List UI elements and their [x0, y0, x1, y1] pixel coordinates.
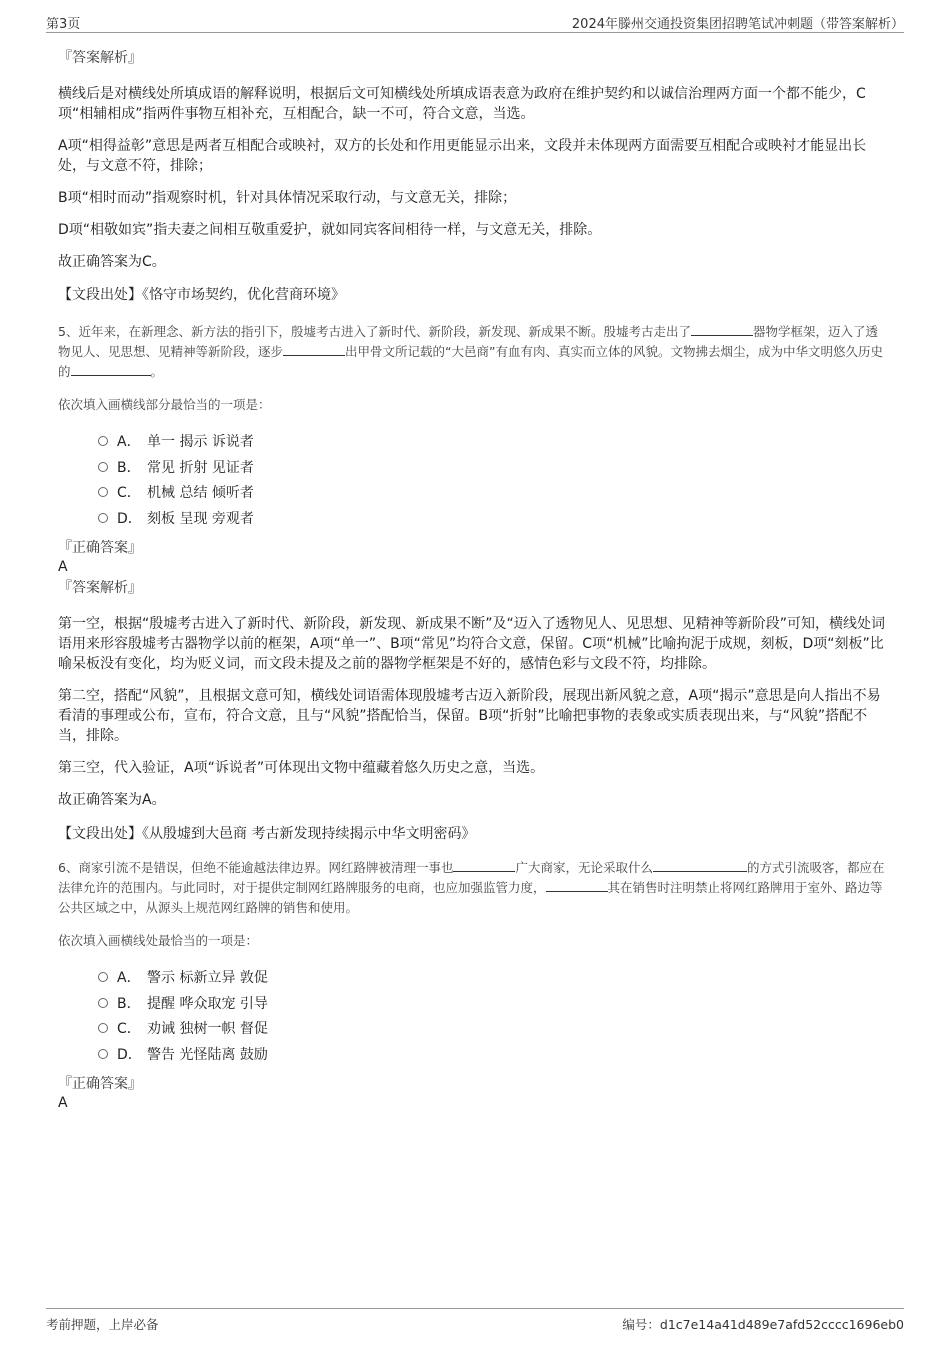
page-number: 第3页	[46, 17, 81, 32]
radio-button-icon[interactable]	[98, 513, 108, 523]
q6-instruction: 依次填入画横线处最恰当的一项是：	[58, 933, 259, 948]
radio-button-icon[interactable]	[98, 1023, 108, 1033]
q4-source: 【文段出处】《恪守市场契约，优化营商环境》	[58, 287, 345, 303]
page-header	[46, 12, 904, 33]
fill-blank	[71, 363, 151, 376]
radio-button-icon[interactable]	[98, 487, 108, 497]
q4-analysis-paragraph: B项“相时而动”指观察时机，针对具体情况采取行动，与文意无关，排除；	[58, 190, 517, 206]
document-title: 2024年滕州交通投资集团招聘笔试冲刺题（带答案解析）	[571, 17, 904, 32]
radio-button-icon[interactable]	[98, 1049, 108, 1059]
q4-analysis-paragraph: 横线后是对横线处所填成语的解释说明，根据后文可知横线处所填成语表意为政府在维护契约和以诚信治理两方面一个都不能少，C项“相辅相成”指两件事物互相补充，互相配合，缺一不可，符合文意，当选。	[58, 86, 866, 122]
fill-blank	[691, 323, 753, 336]
q5-analysis-label: 『答案解析』	[58, 580, 142, 596]
radio-button-icon[interactable]	[98, 462, 108, 472]
q5-analysis-paragraph: 第一空，根据“殷墟考古进入了新时代、新阶段，新发现、新成果不断”及“迈入了透物见人、见思想、见精神等新阶段”可知，横线处词语用来形容殷墟考古器物学以前的框架，A项“单一”、B项“常见”均符合文意，保留。C项“机械”比喻拘泥于成规，刻板，D项“刻板”比喻呆板没有变化，均为贬义词，而文段未提及之前的器物学框架是不好的，感情色彩与文段不符，均排除。	[58, 616, 886, 672]
q6-option-a[interactable]: A． 警示 标新立异 敦促	[98, 966, 890, 992]
q5-instruction: 依次填入画横线部分最恰当的一项是：	[58, 397, 271, 412]
q5-option-d[interactable]: D． 刻板 呈现 旁观者	[98, 507, 890, 533]
q6-option-d[interactable]: D． 警告 光怪陆离 鼓励	[98, 1043, 890, 1069]
page-footer	[46, 1308, 904, 1331]
q4-analysis-paragraph: D项“相敬如宾”指夫妻之间相互敬重爱护，就如同宾客间相待一样，与文意无关，排除。	[58, 222, 602, 238]
q5-analysis-paragraph: 第三空，代入验证，A项“诉说者”可体现出文物中蕴藏着悠久历史之意，当选。	[58, 760, 545, 776]
q5-options	[98, 430, 890, 532]
page-content	[58, 44, 890, 1112]
q5-option-a[interactable]: A． 单一 揭示 诉说者	[98, 430, 890, 456]
q6-stem: 6、商家引流不是错误，但绝不能逾越法律边界。网红路牌被清理一事也 广大商家，无论采取什么 的方式引流吸客，都应在法律允许的范围内。与此同时，对于提供定制网红路牌服务的电商，也应加强监管力度， 其在销售时注明禁止将网红路牌用于室外、路边等公共区域之中，从源头上规范网红路牌的销售和使用。	[58, 860, 885, 915]
q5-option-b[interactable]: B． 常见 折射 见证者	[98, 456, 890, 482]
q6-answer: A	[58, 1095, 68, 1111]
q5-answer-label: 『正确答案』	[58, 540, 142, 556]
q5-conclusion: 故正确答案为A。	[58, 792, 166, 808]
q5-stem: 5、近年来，在新理念、新方法的指引下，殷墟考古进入了新时代、新阶段，新发现、新成果不断。殷墟考古走出了 器物学框架，迈入了透物见人、见思想、见精神等新阶段，逐步 出甲骨文所记载的“大邑商”有血有肉、真实而立体的风貌。文物拂去烟尘，成为中华文明悠久历史的 。	[58, 324, 883, 379]
q5-option-c[interactable]: C． 机械 总结 倾听者	[98, 481, 890, 507]
radio-button-icon[interactable]	[98, 972, 108, 982]
q4-analysis-paragraph: A项“相得益彰”意思是两者互相配合或映衬，双方的长处和作用更能显示出来，文段并未体现两方面需要互相配合或映衬才能显出长处，与文意不符，排除；	[58, 138, 867, 174]
q6-answer-label: 『正确答案』	[58, 1076, 142, 1092]
q5-analysis-paragraph: 第二空，搭配“风貌”，且根据文意可知，横线处词语需体现殷墟考古迈入新阶段，展现出新风貌之意，A项“揭示”意思是向人指出不易看清的事理或公布，宣布，符合文意，且与“风貌”搭配恰当，保留。B项“折射”比喻把事物的表象或实质表现出来，与“风貌”搭配不当，排除。	[58, 688, 881, 744]
radio-button-icon[interactable]	[98, 436, 108, 446]
footer-slogan: 考前押题，上岸必备	[46, 1317, 159, 1332]
q4-conclusion: 故正确答案为C。	[58, 254, 166, 270]
q6-option-b[interactable]: B． 提醒 哗众取宠 引导	[98, 992, 890, 1018]
q4-analysis-label: 『答案解析』	[58, 50, 142, 66]
fill-blank	[546, 879, 608, 892]
q6-option-c[interactable]: C． 劝诫 独树一帜 督促	[98, 1017, 890, 1043]
radio-button-icon[interactable]	[98, 998, 108, 1008]
fill-blank	[283, 343, 345, 356]
fill-blank	[453, 859, 515, 872]
q5-source: 【文段出处】《从殷墟到大邑商 考古新发现持续揭示中华文明密码》	[58, 826, 476, 842]
document-id: 编号：d1c7e14a41d489e7afd52cccc1696eb0	[622, 1317, 904, 1332]
q6-options	[98, 966, 890, 1068]
q5-answer: A	[58, 559, 68, 575]
fill-blank	[653, 859, 747, 872]
